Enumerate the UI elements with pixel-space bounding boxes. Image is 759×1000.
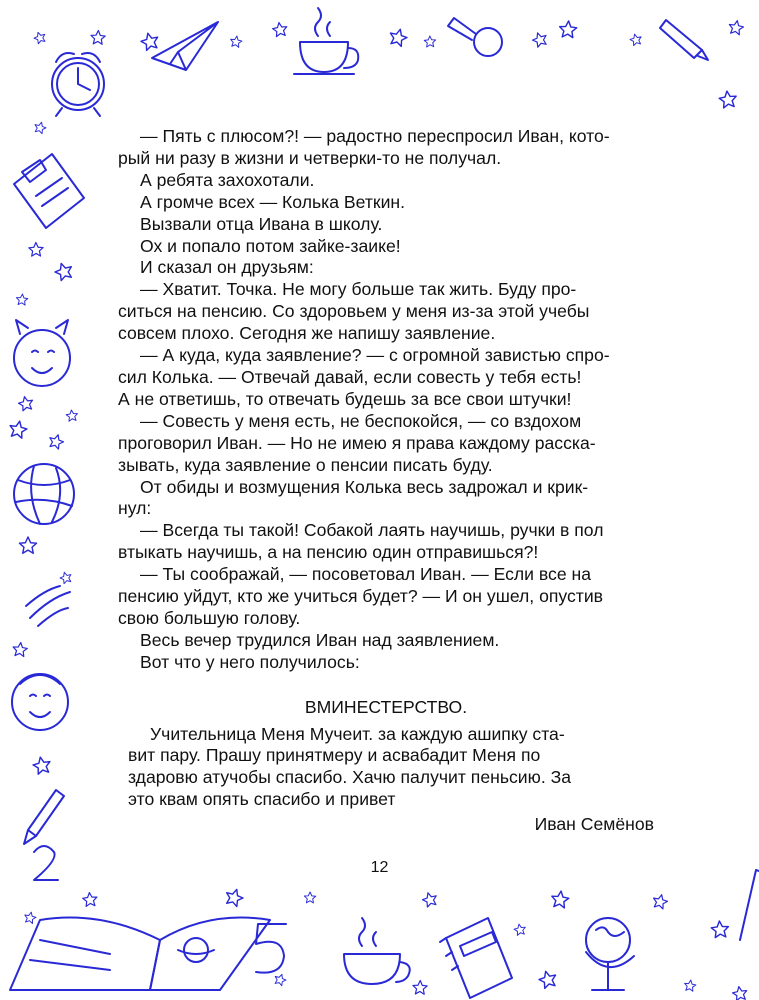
star-icon (732, 985, 748, 1000)
star-icon (230, 35, 243, 48)
magnifier-icon (448, 18, 502, 56)
text-line: — А куда, куда заявление? — с огромной завистью спро- (140, 345, 610, 366)
text-line: — Всегда ты такой! Собакой лаять научишь, ручки в пол (140, 520, 604, 541)
star-icon (12, 642, 28, 657)
star-icon (728, 19, 744, 35)
pen-icon (660, 20, 708, 60)
star-icon (82, 892, 97, 907)
star-icon (23, 911, 36, 924)
letter-body (118, 724, 656, 812)
star-icon (388, 27, 409, 47)
text-line: И сказал он друзьям: (140, 257, 314, 278)
star-icon (421, 891, 438, 908)
text-line: ситься на пенсию. Со здоровьем у меня из-за этой учебы (118, 301, 590, 322)
text-line: От обиды и возмущения Колька весь задрожал и крик- (140, 476, 589, 497)
story-text (118, 126, 654, 674)
star-icon (16, 294, 28, 306)
letter-line: это квам опять спасибо и привет (128, 789, 396, 810)
letter-signature: Иван Семёнов (534, 814, 654, 835)
star-icon (629, 33, 643, 46)
page-number: 12 (370, 859, 389, 876)
alarm-clock-icon (52, 53, 104, 116)
star-icon (33, 121, 47, 135)
text-line: Вызвали отца Ивана в школу. (140, 213, 383, 234)
star-icon (559, 20, 577, 37)
paper-plane-icon (152, 22, 218, 70)
coffee-cup-icon (344, 918, 410, 984)
ball-icon (14, 464, 74, 524)
star-icon (537, 969, 558, 989)
text-line: — Хватит. Точка. Не могу больше так жить. Буду про- (140, 279, 577, 300)
text-line: — Пять с плюсом?! — радостно переспросил Иван, кото- (140, 126, 610, 146)
pencil-icon (24, 790, 64, 844)
star-icon (424, 36, 436, 47)
letter-line: Учительница Меня Мучеит. за каждую ашипку ста- (150, 723, 565, 744)
girl-face-icon (14, 320, 70, 386)
globe-icon (586, 918, 634, 990)
text-line: проговорил Иван. — Но не имею я права каждому расска- (118, 432, 596, 453)
letter-line: вит пару. Прашу принятмеру и асвабадит Меня по (128, 745, 541, 766)
star-icon (91, 30, 106, 44)
star-icon (551, 890, 570, 908)
text-line: А громче всех — Колька Веткин. (140, 191, 406, 212)
notebook-icon (440, 918, 512, 998)
text-line: Весь вечер трудился Иван над заявлением. (140, 629, 500, 650)
star-icon (29, 242, 43, 256)
star-icon (140, 31, 161, 51)
star-icon (273, 972, 287, 986)
star-icon (711, 920, 729, 937)
shooting-star-icon (26, 586, 70, 626)
page-body (118, 126, 654, 836)
star-icon (413, 980, 428, 994)
text-line: — Совесть у меня есть, не беспокойся, — со вздохом (140, 410, 582, 431)
text-line: пенсию уйдут, кто же учиться будет? — И он ушел, опустив (118, 586, 604, 607)
star-icon (59, 571, 73, 585)
star-icon (8, 420, 28, 439)
pencil-icon (740, 870, 759, 940)
text-line: Вот что у него получилось: (140, 651, 360, 672)
number-five-doodle (256, 924, 286, 973)
text-line: нул: (118, 498, 152, 519)
text-line: втыкать научишь, а на пенсию один отправишься?! (118, 542, 539, 563)
book-icon (10, 918, 270, 991)
star-icon (19, 537, 36, 553)
text-line: совсем плохо. Сегодня же напишу заявление. (118, 323, 496, 344)
star-icon (53, 261, 74, 282)
text-line: — Ты соображай, — посоветовал Иван. — Если все на (140, 564, 592, 585)
text-line: А ребята захохотали. (140, 169, 315, 190)
text-line: зывать, куда заявление о пенсии писать буду. (118, 454, 493, 475)
star-icon (66, 409, 78, 421)
star-icon (32, 756, 52, 775)
star-icon (272, 22, 288, 37)
text-line: свою большую голову. (118, 607, 301, 628)
letter-line: здаровю атучобы спасибо. Хачю палучит пеньсию. За (128, 767, 572, 788)
text-line: Ох и попало потом зайке-заике! (140, 235, 401, 256)
text-line: А не ответишь, то отвечать будешь за все свои штучки! (118, 388, 572, 409)
star-icon (652, 893, 669, 909)
star-icon (531, 31, 549, 48)
text-line: рый ни разу в жизни и четверки-то не получал. (118, 147, 502, 168)
letter-title: ВМИНЕСТЕРСТВО. (304, 696, 468, 717)
star-icon (684, 979, 697, 991)
star-icon (304, 892, 316, 903)
star-icon (17, 395, 34, 411)
star-icon (718, 90, 737, 108)
star-icon (33, 30, 47, 44)
star-icon (513, 923, 526, 936)
star-icon (224, 887, 245, 908)
boy-face-icon (12, 674, 68, 730)
text-line: сил Колька. — Отвечай давай, если совесть у тебя есть! (118, 366, 582, 387)
coffee-cup-icon (294, 8, 358, 74)
sticky-note-icon (14, 154, 84, 228)
star-icon (47, 433, 65, 450)
